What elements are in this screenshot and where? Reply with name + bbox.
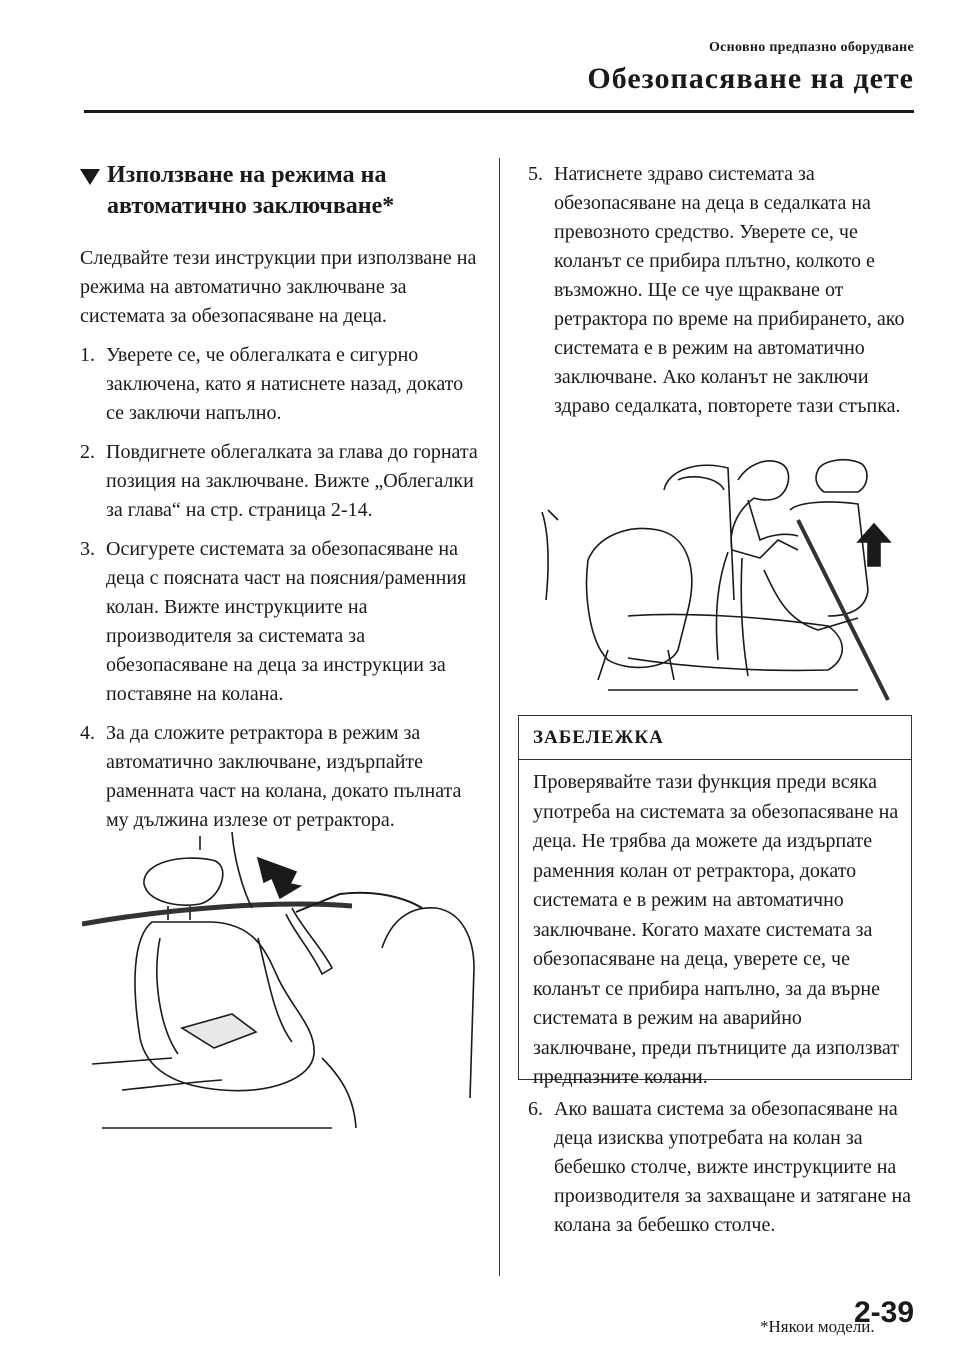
intro-paragraph: Следвайте тези инструкции при използване на режима на автоматично заключване за системата за обезопасяване на деца.	[80, 247, 477, 327]
running-header-section: Основно предпазно оборудване	[708, 40, 914, 55]
step-item	[528, 160, 913, 421]
note-title: ЗАБЕЛЕЖКА	[519, 716, 911, 760]
step-number: 3.	[80, 538, 95, 560]
step-number: 4.	[80, 722, 95, 744]
step-text: Натиснете здраво системата за обезопасяване на деца в седалката на превозното средство. Уверете се, че коланът се прибира плътно, колкото е възможно. Ще се чуе щракване от ретрактора по време на прибирането, ако системата е в режим на автоматично заключване. Ако коланът не заключи здраво седалката, повторете тази стъпка.	[554, 163, 905, 417]
footnote: *Някои модели.	[760, 1317, 875, 1336]
note-text: Проверявайте тази функция преди всяка употреба на системата за обезопасяване на деца. Не трябва да можете да издърпате раменния колан от ретрактора, докато системата е в режим на автоматично заключване. Когато махате системата за обезопасяване на деца, уверете се, че коланът се прибира напълно, за да върне системата в режим на аварийно заключване, преди пътниците да използват предпазните колани.	[533, 771, 900, 1088]
steps-list-after	[528, 1095, 913, 1240]
steps-after-note	[528, 1095, 913, 1240]
step-number: 2.	[80, 441, 95, 463]
column-divider	[499, 158, 500, 1276]
right-column	[528, 160, 913, 421]
header-rule	[84, 110, 914, 113]
step-number: 5.	[528, 163, 543, 185]
step-text: Ако вашата система за обезопасяване на деца изисква употребата на колан за бебешко столче, вижте инструкциите на производителя за захващане и затягане на колана за бебешко столче.	[554, 1098, 912, 1236]
step-text: За да сложите ретрактора в режим за автоматично заключване, издърпайте раменната част на колана, докато пълната му дължина излезе от ретрактора.	[106, 722, 462, 831]
step-text: Осигурете системата за обезопасяване на деца с поясната част на поясния/раменния колан. Вижте инструкциите на производителя за системата за обезопасяване на деца за инструкции за поставяне на колана.	[106, 538, 467, 705]
press-seat-illustration	[528, 440, 913, 702]
belt-pull-illustration	[82, 828, 482, 1140]
steps-list-left	[80, 341, 478, 835]
running-header-title: Обезопасяване на дете	[587, 62, 914, 95]
section-heading	[80, 160, 478, 222]
step-number: 6.	[528, 1098, 543, 1120]
step-item	[80, 341, 478, 428]
step-text: Уверете се, че облегалката е сигурно заключена, като я натиснете назад, докато се заключи напълно.	[106, 344, 464, 424]
page-number: 2-39	[853, 1296, 914, 1329]
step-item	[80, 719, 478, 835]
section-heading-text: Използване на режима на автоматично заключване*	[107, 162, 395, 219]
note-box	[518, 715, 912, 1088]
left-column	[80, 160, 478, 835]
step-item	[528, 1095, 913, 1240]
steps-list-right	[528, 160, 913, 421]
step-text: Повдигнете облегалката за глава до горната позиция на заключване. Вижте „Облегалки за глава“ на стр. страница 2-14.	[106, 441, 478, 521]
step-item	[80, 535, 478, 709]
triangle-bullet-icon	[80, 169, 100, 185]
step-number: 1.	[80, 344, 95, 366]
step-item	[80, 438, 478, 525]
